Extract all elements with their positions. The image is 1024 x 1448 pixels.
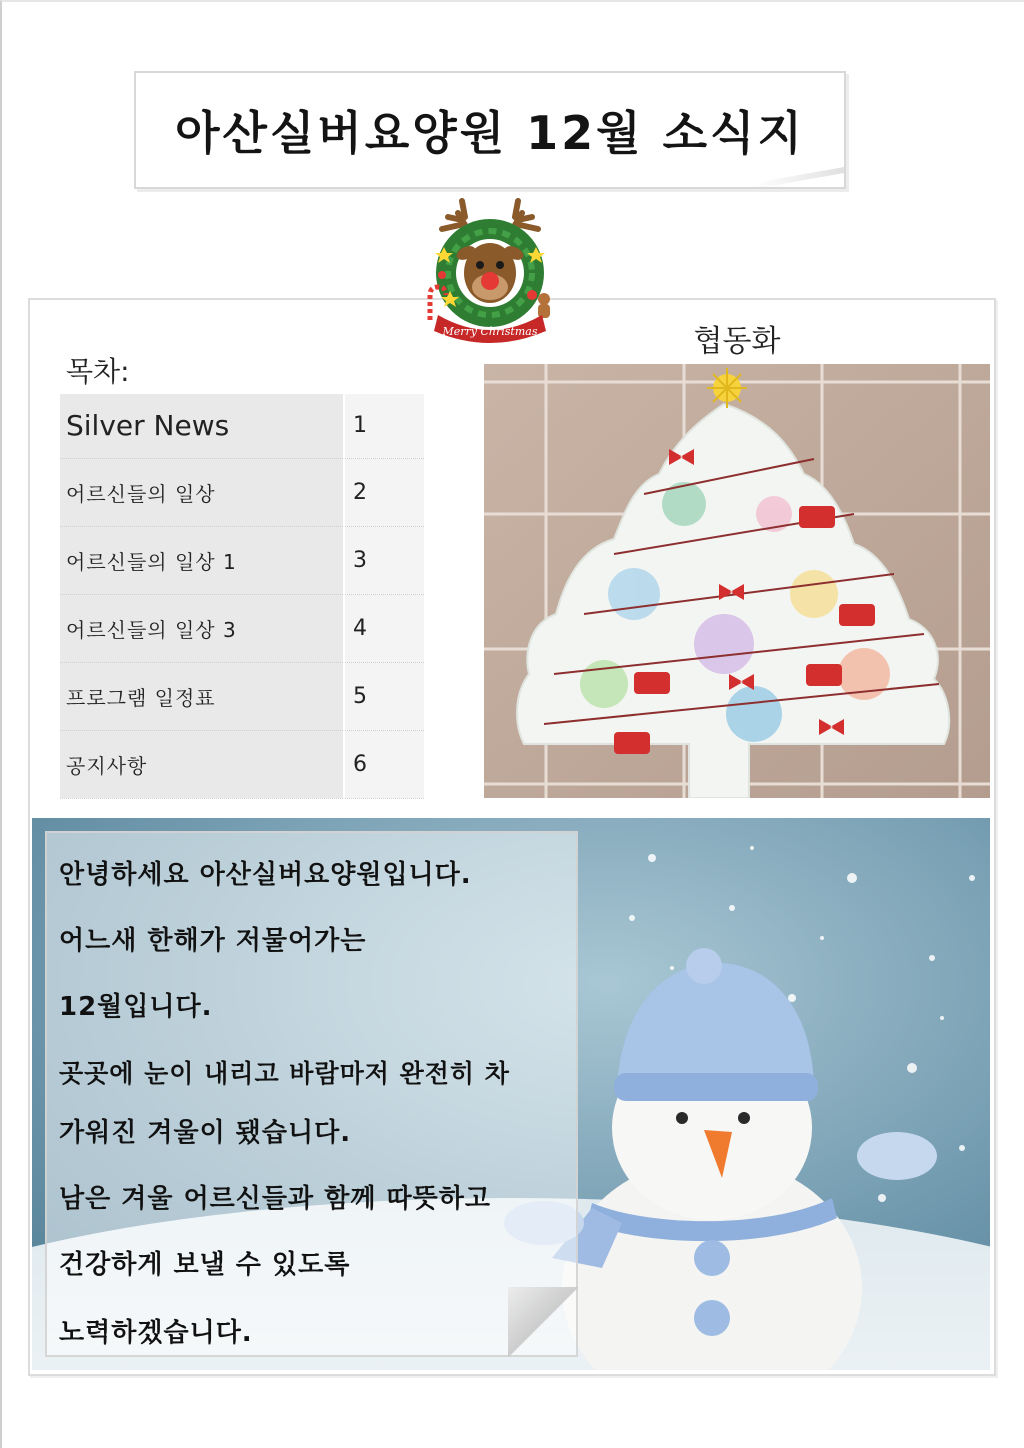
- toc-item-title: 공지사항: [60, 730, 344, 798]
- title-banner: [134, 71, 846, 189]
- toc-heading: 목차:: [66, 355, 130, 388]
- banner-fold-shade: [754, 167, 844, 189]
- toc-item-title: 어르신들의 일상: [60, 458, 344, 526]
- wreath-banner-text: Merry Christmas: [442, 325, 538, 338]
- greeting-line: 건강하게 보낼 수 있도록: [59, 1250, 351, 1280]
- toc-item-page: 3: [344, 526, 424, 594]
- toc-row[interactable]: [60, 730, 424, 798]
- page-title: 아산실버요양원 12월 소식지: [175, 106, 805, 160]
- toc-item-page: 1: [344, 394, 424, 458]
- toc-row[interactable]: [60, 526, 424, 594]
- greeting-line: 12월입니다.: [59, 992, 213, 1022]
- greeting-line: 안녕하세요 아산실버요양원입니다.: [59, 860, 472, 890]
- toc-item-title: 어르신들의 일상 1: [60, 526, 344, 594]
- greeting-line: 어느새 한해가 저물어가는: [59, 926, 367, 956]
- toc-item-page: 4: [344, 594, 424, 662]
- toc-row[interactable]: [60, 394, 424, 458]
- toc-row[interactable]: [60, 458, 424, 526]
- greeting-line: 남은 겨울 어르신들과 함께 따뜻하고: [59, 1184, 491, 1214]
- toc-item-title: Silver News: [60, 394, 344, 458]
- toc-row[interactable]: [60, 594, 424, 662]
- toc-item-page: 5: [344, 662, 424, 730]
- christmas-tree-painting-photo: [484, 364, 990, 798]
- greeting-line: 곳곳에 눈이 내리고 바람마저 완전히 차: [59, 1059, 510, 1088]
- toc-item-title: 프로그램 일정표: [60, 662, 344, 730]
- toc-item-title: 어르신들의 일상 3: [60, 594, 344, 662]
- toc-table: [60, 394, 424, 799]
- toc-item-page: 6: [344, 730, 424, 798]
- greeting-line: 가워진 겨울이 됐습니다.: [59, 1118, 352, 1148]
- toc-item-page: 2: [344, 458, 424, 526]
- toc-row[interactable]: [60, 662, 424, 730]
- photo-caption: 협동화: [693, 324, 781, 359]
- greeting-line: 노력하겠습니다.: [59, 1318, 253, 1348]
- note-fold: [508, 1287, 578, 1357]
